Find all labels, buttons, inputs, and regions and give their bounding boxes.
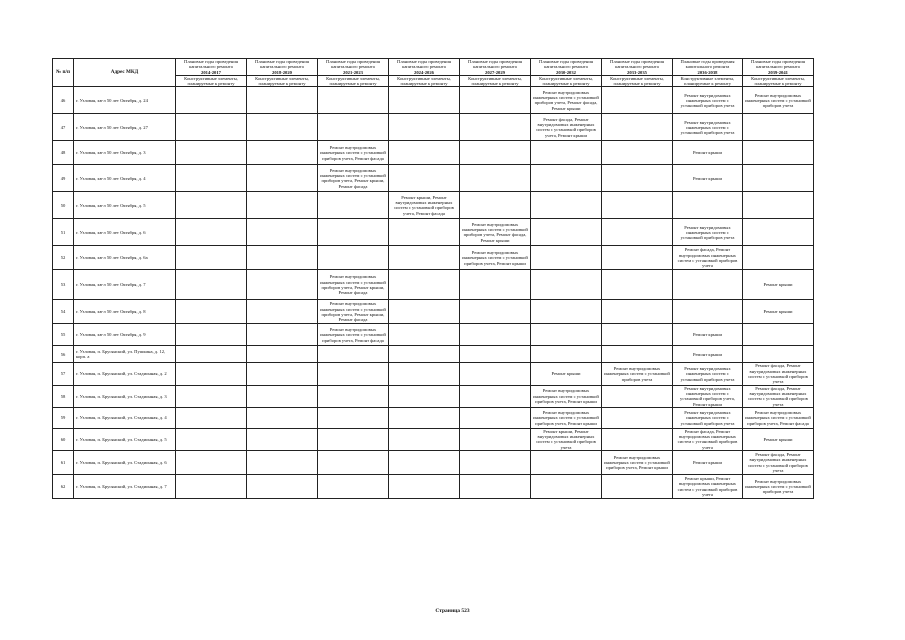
table-row [53,192,814,219]
work-cell [602,428,673,450]
work-cell [602,87,673,114]
work-cell: Ремонт крыши [673,141,743,165]
work-cell [176,219,247,246]
work-cell [602,114,673,141]
work-cell [318,114,389,141]
work-cell [318,475,389,499]
work-cell [460,407,531,428]
period-title: Плановые годы проведения капитального ремонта [184,59,238,70]
work-cell [531,346,602,363]
table-row [53,87,814,114]
header-elements-label: Конструктивные элементы, планируемые к ремонту [318,75,389,87]
work-cell [673,192,743,219]
work-cell [176,270,247,300]
row-number: 50 [53,192,74,219]
row-number: 57 [53,363,74,385]
header-elements-label: Конструктивные элементы, планируемые к ремонту [673,75,743,87]
header-elements-label: Конструктивные элементы, планируемые к ремонту [460,75,531,87]
work-cell: Ремонт фасада, Ремонт внутридомовых инженерных систем с установкой приборов учета, Ремонт крыши [531,114,602,141]
work-cell [318,428,389,450]
period-title: Плановые годы проведения капитального ремонта [397,59,451,70]
work-cell: Ремонт внутридомовых инженерных систем с установкой приборов учета [743,475,814,499]
table-row [53,407,814,428]
work-cell [247,114,318,141]
work-cell [389,407,460,428]
period-years: 2039-2041 [768,69,788,75]
period-title: Плановые годы проведения капитального ремонта [255,59,309,70]
work-cell [389,451,460,475]
work-cell: Ремонт внутридомовых инженерных систем с установкой приборов учета [673,363,743,385]
work-cell [389,87,460,114]
work-cell [602,300,673,324]
row-number: 46 [53,87,74,114]
header-elements-label: Конструктивные элементы, планируемые к ремонту [176,75,247,87]
period-years: 2036-2038 [697,69,718,75]
row-address: г. Узловая, п. Брусянский, ул. Стадионная, д. 2 [74,363,176,385]
work-cell [460,114,531,141]
work-cell [602,141,673,165]
work-cell: Ремонт фасада, Ремонт внутридомовых инженерных систем с установкой приборов учета [673,428,743,450]
work-cell [602,165,673,192]
work-cell [460,363,531,385]
work-cell [743,346,814,363]
period-years: 2027-2029 [485,69,505,75]
period-years: 2030-2032 [556,69,576,75]
work-cell [176,385,247,407]
row-number: 52 [53,246,74,270]
work-cell [389,246,460,270]
header-elements-label: Конструктивные элементы, планируемые к ремонту [602,75,673,87]
work-cell: Ремонт крыши [673,324,743,346]
work-cell [531,270,602,300]
period-title: Плановые годы проведения капитального ремонта [468,59,522,70]
work-cell: Ремонт внутридомовых инженерных систем с установкой приборов учета, Ремонт фасада, Ремонт крыши [531,87,602,114]
work-cell [318,192,389,219]
table-row [53,270,814,300]
work-cell [389,475,460,499]
table-row [53,219,814,246]
work-cell: Ремонт крыши, Ремонт внутридомовых инженерных систем с установкой приборов учета [673,475,743,499]
row-number: 60 [53,428,74,450]
header-period [176,59,247,76]
work-cell: Ремонт внутридомовых инженерных систем с установкой приборов учета, Ремонт фасада [318,324,389,346]
work-cell [531,300,602,324]
work-cell [389,300,460,324]
work-cell: Ремонт фасада, Ремонт внутридомовых инженерных систем с установкой приборов учета [743,385,814,407]
work-cell [531,141,602,165]
table-row [53,114,814,141]
work-cell [176,428,247,450]
row-number: 56 [53,346,74,363]
work-cell [318,246,389,270]
work-cell [176,246,247,270]
table-row [53,165,814,192]
row-number: 58 [53,385,74,407]
work-cell [602,246,673,270]
row-address: г. Узловая, п. Брусянский, ул. Стадионная, д. 4 [74,407,176,428]
period-title: Плановые годы проведения капитального ремонта [610,59,664,70]
work-cell [389,428,460,450]
table-row [53,451,814,475]
work-cell: Ремонт внутридомовых инженерных систем с установкой приборов учета [673,114,743,141]
work-cell: Ремонт крыши [743,300,814,324]
work-cell [247,428,318,450]
work-cell [460,165,531,192]
work-cell [602,270,673,300]
work-cell [389,270,460,300]
work-cell [602,324,673,346]
work-cell [389,346,460,363]
table-row [53,428,814,450]
work-cell [602,192,673,219]
work-cell: Ремонт крыши [743,270,814,300]
period-title: Плановые годы проведения капитального ремонта [751,59,805,70]
table-row [53,346,814,363]
work-cell [460,475,531,499]
period-years: 2024-2026 [414,69,434,75]
work-cell [531,192,602,219]
work-cell [389,363,460,385]
work-cell [176,451,247,475]
work-cell [176,87,247,114]
work-cell [743,324,814,346]
work-cell [602,475,673,499]
work-cell [531,219,602,246]
row-address: г. Узловая, кв-л 50 лет Октября, д. 6а [74,246,176,270]
period-years: 2014-2017 [201,69,221,75]
header-period [389,59,460,76]
work-cell [389,141,460,165]
row-number: 49 [53,165,74,192]
row-number: 59 [53,407,74,428]
work-cell [460,324,531,346]
work-cell: Ремонт крыши [673,346,743,363]
table-row [53,363,814,385]
work-cell [247,324,318,346]
row-number: 47 [53,114,74,141]
row-number: 62 [53,475,74,499]
work-cell [531,324,602,346]
table-row [53,246,814,270]
table-row [53,141,814,165]
header-period [318,59,389,76]
row-number: 53 [53,270,74,300]
work-cell [247,407,318,428]
period-title: Плановые годы проведения капитального ремонта [539,59,593,70]
work-cell [247,451,318,475]
work-cell [247,346,318,363]
work-cell [460,270,531,300]
row-number: 51 [53,219,74,246]
header-elements-label: Конструктивные элементы, планируемые к ремонту [531,75,602,87]
table-row [53,300,814,324]
row-address: г. Узловая, кв-л 50 лет Октября, д. 9 [74,324,176,346]
work-cell: Ремонт внутридомовых инженерных систем с установкой приборов учета, Ремонт крыши [531,407,602,428]
work-cell: Ремонт крыши [743,428,814,450]
work-cell: Ремонт внутридомовых инженерных систем с установкой приборов учета, Ремонт крыши [602,451,673,475]
work-cell [247,87,318,114]
work-cell [460,385,531,407]
row-address: г. Узловая, кв-л 50 лет Октября, д. 6 [74,219,176,246]
work-cell: Ремонт внутридомовых инженерных систем с установкой приборов учета [673,407,743,428]
row-number: 48 [53,141,74,165]
work-cell [247,192,318,219]
work-cell: Ремонт внутридомовых инженерных систем с установкой приборов учета [743,87,814,114]
row-address: г. Узловая, кв-л 50 лет Октября, д. 5 [74,192,176,219]
header-elements-label: Конструктивные элементы, планируемые к ремонту [389,75,460,87]
row-address: г. Узловая, п. Брусянский, ул. Пушкина, д. 12, корп. а [74,346,176,363]
work-cell [389,165,460,192]
work-cell [318,363,389,385]
work-cell: Ремонт фасада, Ремонт внутридомовых инженерных систем с установкой приборов учета [743,451,814,475]
work-cell [176,300,247,324]
work-cell [318,385,389,407]
row-address: г. Узловая, кв-л 50 лет Октября, д. 7 [74,270,176,300]
row-number: 61 [53,451,74,475]
row-address: г. Узловая, кв-л 50 лет Октября, д. 4 [74,165,176,192]
row-address: г. Узловая, п. Брусянский, ул. Стадионная, д. 5 [74,428,176,450]
work-cell [460,192,531,219]
work-cell [247,385,318,407]
work-cell: Ремонт внутридомовых инженерных систем с установкой приборов учета, Ремонт крыши [673,385,743,407]
work-cell [673,300,743,324]
work-cell [531,246,602,270]
work-cell [460,141,531,165]
header-period [247,59,318,76]
work-cell [318,451,389,475]
header-period [743,59,814,76]
work-cell [176,407,247,428]
work-cell [460,451,531,475]
work-cell: Ремонт фасада, Ремонт внутридомовых инженерных систем с установкой приборов учета [673,246,743,270]
work-cell [743,219,814,246]
work-cell [743,192,814,219]
work-cell [743,246,814,270]
work-cell: Ремонт внутридомовых инженерных систем с установкой приборов учета, Ремонт крыши, Ремонт фасада [318,270,389,300]
work-cell [176,363,247,385]
header-elements-label: Конструктивные элементы, планируемые к ремонту [743,75,814,87]
work-cell: Ремонт крыши [673,165,743,192]
row-address: г. Узловая, п. Брусянский, ул. Стадионная, д. 7 [74,475,176,499]
work-cell [176,114,247,141]
work-cell: Ремонт внутридомовых инженерных систем с установкой приборов учета, Ремонт крыши [531,385,602,407]
work-cell [389,219,460,246]
header-num: № п/п [53,59,74,87]
work-cell [247,270,318,300]
work-cell: Ремонт крыши, Ремонт внутридомовых инженерных систем с установкой приборов учета [531,428,602,450]
work-cell: Ремонт внутридомовых инженерных систем с установкой приборов учета [602,363,673,385]
header-period [673,59,743,76]
table-row [53,385,814,407]
row-address: г. Узловая, п. Брусянский, ул. Стадионная, д. 3 [74,385,176,407]
row-address: г. Узловая, п. Брусянский, ул. Стадионная, д. 6 [74,451,176,475]
work-cell [176,141,247,165]
work-cell [389,385,460,407]
work-cell: Ремонт внутридомовых инженерных систем с установкой приборов учета, Ремонт фасада [318,141,389,165]
work-cell: Ремонт внутридомовых инженерных систем с установкой приборов учета, Ремонт крыши, Ремонт фасада [318,165,389,192]
work-cell [247,165,318,192]
work-cell [531,451,602,475]
table-row [53,324,814,346]
work-cell: Ремонт крыши [673,451,743,475]
work-cell [531,165,602,192]
work-cell: Ремонт внутридомовых инженерных систем с установкой приборов учета, Ремонт фасада, Ремонт крыши [460,219,531,246]
work-cell [460,300,531,324]
work-cell [247,300,318,324]
period-years: 2021-2023 [343,69,363,75]
row-address: г. Узловая, кв-л 50 лет Октября, д. 27 [74,114,176,141]
work-cell: Ремонт крыши [531,363,602,385]
work-cell [602,219,673,246]
work-cell [247,141,318,165]
page-footer: Страница 523 [435,608,470,614]
table-body [53,87,814,499]
work-cell: Ремонт внутридомовых инженерных систем с установкой приборов учета [673,87,743,114]
row-address: г. Узловая, кв-л 50 лет Октября, д. 24 [74,87,176,114]
work-cell: Ремонт фасада, Ремонт внутридомовых инженерных систем с установкой приборов учета [743,363,814,385]
work-cell [602,385,673,407]
work-cell [247,475,318,499]
work-cell: Ремонт внутридомовых инженерных систем с установкой приборов учета, Ремонт фасада [743,407,814,428]
work-cell [318,87,389,114]
work-cell [743,165,814,192]
work-cell [389,324,460,346]
header-period [531,59,602,76]
work-cell [318,219,389,246]
work-cell: Ремонт внутридомовых инженерных систем с установкой приборов учета, Ремонт крыши [460,246,531,270]
work-cell [460,428,531,450]
work-cell [247,219,318,246]
header-row [53,59,814,76]
work-cell: Ремонт внутридомовых инженерных систем с установкой приборов учета, Ремонт крыши, Ремонт фасада [318,300,389,324]
row-address: г. Узловая, кв-л 50 лет Октября, д. 8 [74,300,176,324]
work-cell [318,407,389,428]
work-cell [176,324,247,346]
header-elements-label: Конструктивные элементы, планируемые к ремонту [247,75,318,87]
work-cell [176,165,247,192]
work-cell [176,346,247,363]
header-period [602,59,673,76]
period-years: 2018-2020 [272,69,292,75]
work-cell: Ремонт крыши, Ремонт внутридомовых инженерных систем с установкой приборов учета, Ремонт фасада [389,192,460,219]
work-cell [176,475,247,499]
work-cell [743,114,814,141]
work-cell [743,141,814,165]
table-row [53,475,814,499]
header-period [460,59,531,76]
work-cell [460,87,531,114]
period-years: 2033-2035 [627,69,647,75]
work-cell [176,192,247,219]
repair-schedule-table [52,58,814,499]
work-cell [531,475,602,499]
work-cell [460,346,531,363]
work-cell [247,246,318,270]
work-cell [602,346,673,363]
row-number: 55 [53,324,74,346]
period-title: Плановые годы проведения капитального ремонта [326,59,380,70]
row-number: 54 [53,300,74,324]
row-address: г. Узловая, кв-л 50 лет Октября, д. 3 [74,141,176,165]
work-cell [673,270,743,300]
work-cell [389,114,460,141]
header-address: Адрес МКД [74,59,176,87]
work-cell [318,346,389,363]
work-cell [247,363,318,385]
work-cell: Ремонт внутридомовых инженерных систем с установкой приборов учета [673,219,743,246]
work-cell [602,407,673,428]
period-title: Плановые годы проведения капитального ремонта [680,59,735,70]
